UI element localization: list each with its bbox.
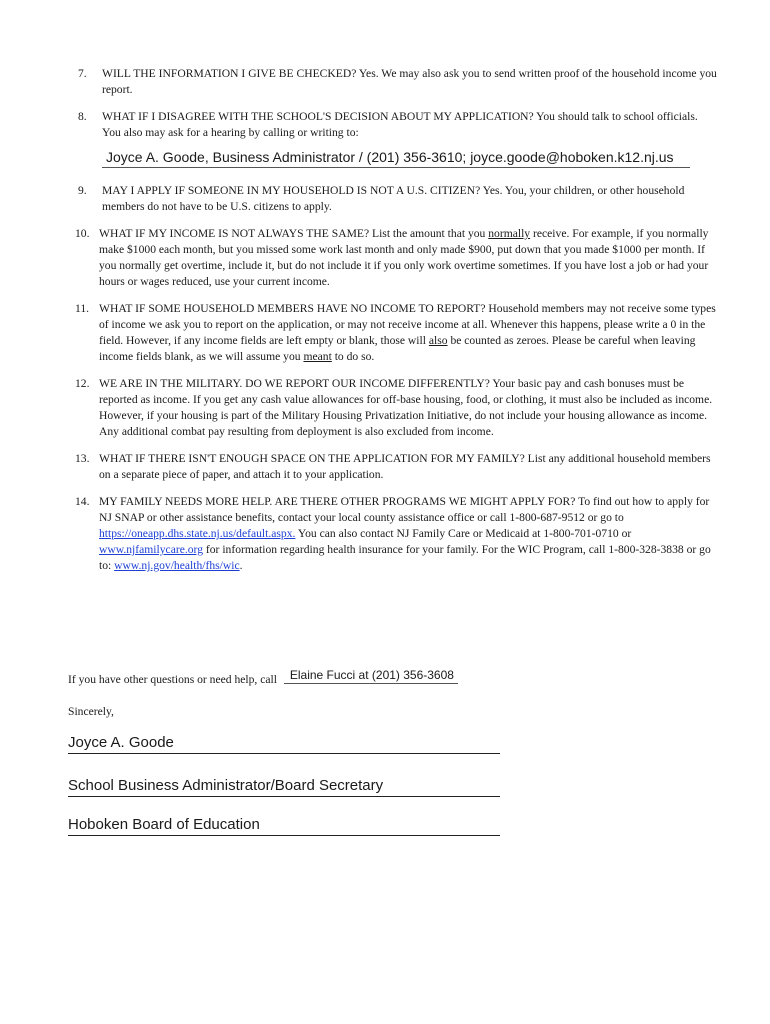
faq-item-text bbox=[99, 226, 718, 290]
faq-item bbox=[75, 451, 718, 483]
faq-link[interactable]: https://oneapp.dhs.state.nj.us/default.aspx. bbox=[99, 527, 296, 540]
faq-text-segment: . bbox=[239, 559, 243, 572]
faq-link[interactable]: www.njfamilycare.org bbox=[99, 543, 203, 556]
faq-text-segment: WHAT IF MY INCOME IS NOT ALWAYS THE SAME? List the amount that you bbox=[99, 227, 489, 240]
faq-text-segment: WILL THE INFORMATION I GIVE BE CHECKED? Yes. We may also ask you to send written proof of the household income you report. bbox=[102, 67, 717, 96]
faq-item-number: 11. bbox=[75, 302, 90, 315]
emphasized-text: also bbox=[428, 334, 448, 347]
faq-text-segment: be counted as zeroes. Please be careful when leaving income fields blank, as we will assume you bbox=[99, 334, 696, 363]
faq-item bbox=[78, 66, 718, 98]
faq-item-number: 13. bbox=[75, 452, 90, 465]
faq-item-number: 10. bbox=[75, 227, 90, 240]
emphasized-text: meant bbox=[303, 350, 332, 363]
faq-item-text bbox=[99, 376, 718, 440]
faq-item-number: 14. bbox=[75, 495, 90, 508]
faq-text-segment: receive. For example, if you normally make $1000 each month, but you missed some work last month and only made $900, put down that you made $1000 per month. If you normally get overtime, include it, but do not include it if you only work overtime sometimes. If you have lost a job or had your hours or wages reduced, use your current income. bbox=[99, 227, 709, 288]
faq-item-number: 9. bbox=[78, 184, 87, 197]
faq-item bbox=[75, 494, 718, 574]
faq-item-text bbox=[102, 66, 718, 98]
faq-item-text bbox=[102, 183, 718, 215]
faq-item-text bbox=[99, 451, 718, 483]
faq-item-text bbox=[99, 494, 718, 574]
faq-item-number: 8. bbox=[78, 110, 87, 123]
signature-name-field[interactable]: Joyce A. Goode bbox=[68, 734, 500, 754]
faq-text-segment: for information regarding health insurance for your family. For the WIC Program, call 1-800-328-3838 or go to: bbox=[99, 543, 711, 572]
faq-text-segment: You can also contact NJ Family Care or Medicaid at 1-800-701-0710 or bbox=[295, 527, 632, 540]
faq-text-segment: WE ARE IN THE MILITARY. DO WE REPORT OUR INCOME DIFFERENTLY? Your basic pay and cash bonuses must be reported as income. If you get any cash value allowances for off-base housing, food, or clothing, it must also be included as income. However, if your housing is part of the Military Housing Privatization Initiative, do not include your housing allowance as income. Any additional combat pay resulting from deployment is also excluded from income. bbox=[99, 377, 713, 438]
faq-text-segment: MY FAMILY NEEDS MORE HELP. ARE THERE OTHER PROGRAMS WE MIGHT APPLY FOR? To find out how to apply for NJ SNAP or other assistance benefits, contact your local county assistance office or call 1-800-687-9512 or go to bbox=[99, 495, 710, 524]
faq-item bbox=[78, 183, 718, 215]
faq-item-text bbox=[102, 109, 718, 172]
emphasized-text: normally bbox=[488, 227, 531, 240]
faq-list bbox=[75, 66, 718, 585]
faq-text-segment: WHAT IF THERE ISN'T ENOUGH SPACE ON THE APPLICATION FOR MY FAMILY? List any additional household members on a separate piece of paper, and attach it to your application. bbox=[99, 452, 711, 481]
signature-title-field[interactable]: School Business Administrator/Board Secretary bbox=[68, 777, 500, 797]
help-contact-field[interactable]: Elaine Fucci at (201) 356-3608 bbox=[284, 668, 458, 684]
faq-text-segment: WHAT IF SOME HOUSEHOLD MEMBERS HAVE NO INCOME TO REPORT? Household members may not receive some types of income we ask you to report on the application, or may not receive income at all. Whenever this happens, please write a 0 in the field. However, if any income fields are left empty or blank, those will bbox=[99, 302, 716, 347]
faq-item-number: 12. bbox=[75, 377, 90, 390]
faq-item-number: 7. bbox=[78, 67, 87, 80]
faq-item bbox=[78, 109, 718, 172]
faq-item-text bbox=[99, 301, 718, 365]
signature-organization-field[interactable]: Hoboken Board of Education bbox=[68, 816, 500, 836]
faq-text-segment: to do so. bbox=[331, 350, 375, 363]
faq-text-segment: WHAT IF I DISAGREE WITH THE SCHOOL'S DECISION ABOUT MY APPLICATION? You should talk to school officials. You also may ask for a hearing by calling or writing to: bbox=[102, 110, 698, 139]
hearing-contact-field[interactable]: Joyce A. Goode, Business Administrator / (201) 356-3610; joyce.goode@hoboken.k12.nj.us bbox=[102, 147, 690, 168]
closing: Sincerely, bbox=[68, 705, 114, 718]
help-line bbox=[68, 668, 458, 688]
faq-text-segment: MAY I APPLY IF SOMEONE IN MY HOUSEHOLD IS NOT A U.S. CITIZEN? Yes. You, your children, or other household members do not have to be U.S. citizens to apply. bbox=[102, 184, 685, 213]
faq-link[interactable]: www.nj.gov/health/fhs/wic bbox=[114, 559, 240, 572]
faq-item bbox=[75, 226, 718, 290]
help-prompt: If you have other questions or need help, call bbox=[68, 673, 277, 686]
faq-item bbox=[75, 301, 718, 365]
faq-item bbox=[75, 376, 718, 440]
